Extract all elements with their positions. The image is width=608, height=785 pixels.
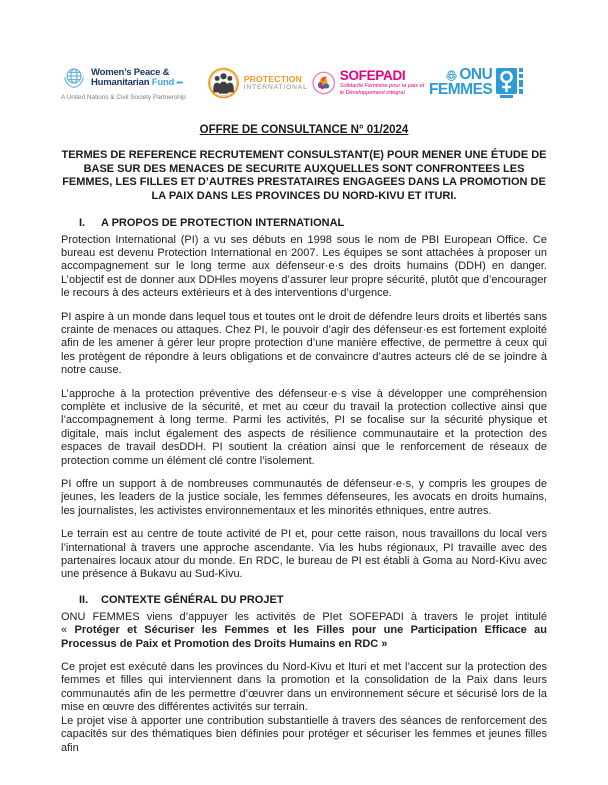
sofepadi-tagline-2: le Développement intégral: [339, 90, 405, 97]
sofepadi-emblem-icon: [312, 64, 335, 102]
paragraph: PI aspire à un monde dans lequel tous et toutes ont le droit de défendre leurs droits et libertés sans crainte de menaces ou attaques. Chez PI, le pouvoir d’agir des défenseur·es est fortement exploité afin de les amener à gérer leur propre protection d’une manière effective, de permettre à ceux qui les protègent de répondre à leurs obligations et de convaincre d’autres acteurs clé de se joindre à notre cause.: [61, 310, 547, 377]
document-title: OFFRE DE CONSULTANCE N° 01/2024: [199, 124, 409, 136]
sofepadi-name: SOFEPADI: [339, 68, 406, 84]
section-title: CONTEXTE GÉNÉRAL DU PROJET: [101, 593, 284, 606]
onu-word: ONU: [459, 66, 493, 84]
un-globe-icon: [61, 65, 87, 91]
un-women-emblem-icon: [495, 67, 525, 99]
paragraph: Le projet vise à apporter une contribution substantielle à travers des séances de renforcement des capacités sur des thématiques bien définies pour protéger et sécuriser les femmes et jeunes filles afin: [61, 714, 547, 754]
paragraph: L’approche à la protection préventive des défenseur·e·s vise à développer une compréhension complète et inclusive de la sécurité, et met au cœur du travail la protection collective ainsi que l’accompagnement à long terme. Parmi les activités, PI se focalise sur la sécurité physique et digitale, mais inclut également des aspects de résilience communautaire et la protection des espaces de travail desDDH. PI soutient la création ainsi que le renforcement de réseaux de protection comme un élément clé contre l’isolement.: [61, 387, 547, 467]
wphf-name-line2: Humanitarian Fund ▸▸▸: [91, 78, 183, 88]
section-heading-1: [61, 217, 547, 229]
paragraph: Ce projet est exécuté dans les provinces du Nord-Kivu et Ituri et met l’accent sur la protection des femmes et filles qui interviennent dans la promotion et la consolidation de la Paix dans leurs communautés afin de les permettre d’œuvrer dans un environnement sécure et sécurisé lors de la mise en œuvre des différentes activités sur terrain.: [61, 661, 547, 714]
partner-logo-band: [61, 54, 547, 112]
onu-femmes-logo: [429, 67, 547, 99]
sofepadi-logo: [312, 64, 424, 102]
section-heading-2: [61, 594, 547, 606]
fund-arrows-icon: [177, 80, 183, 86]
paragraph: Protection International (PI) a vu ses débuts en 1998 sous le nom de PBI European Office. Ce bureau est devenu Protection International en 2007. Les équipes se sont attachées à proposer un accompagnement sur le long terme aux défenseur·e·s des droits humains (DDH) en danger. L’objectif est de donner aux DDHles moyens d’assurer leur propre sécurité, plutôt que d’encourager le recours à des acteurs extérieurs et à des interventions d’urgence.: [61, 233, 547, 300]
project-title-bold: Protéger et Sécuriser les Femmes et les Filles pour une Participation Efficace au Processus de Paix et Promotion des Droits Humains en RDC: [61, 624, 547, 650]
section-number: II.: [79, 593, 89, 606]
section-title: A PROPOS DE PROTECTION INTERNATIONAL: [101, 216, 345, 229]
wphf-name-line1: Women’s Peace &: [91, 67, 170, 79]
paragraph: Le terrain est au centre de toute activité de PI et, pour cette raison, nous travaillons du local vers l’international à travers une approche ascendante. Via les hubs régionaux, PI travaille avec des partenaires locaux atour du monde. En RDC, le bureau de PI est établi à Goma au Nord-Kivu avec une présence à Bukavu au Sud-Kivu.: [61, 528, 547, 581]
section-number: I.: [79, 216, 86, 229]
paragraph: ONU FEMMES viens d’appuyer les activités de PIet SOFEPADI à travers le projet intitulé « Protéger et Sécuriser les Femmes et les Filles pour une Participation Efficace au Processus de Paix et Promotion des Droits Humains en RDC »: [61, 610, 547, 650]
paragraph: PI offre un support à de nombreuses communautés de défenseur·e·s, y compris les groupes de jeunes, les leaders de la justice sociale, les femmes défenseures, les avocats en droits humains, les journalistes, les activistes environnementaux et les minorités ethniques, entre autres.: [61, 478, 547, 517]
femmes-word: FEMMES: [428, 81, 493, 98]
sofepadi-tagline-1: Solidarité Féminine pour la paix et: [339, 83, 425, 90]
wphf-tagline: A United Nations & Civil Society Partnership: [61, 94, 186, 101]
pi-subname: INTERNATIONAL: [243, 84, 308, 92]
protection-international-emblem-icon: [208, 61, 239, 105]
document-subtitle: TERMES DE REFERENCE RECRUTEMENT CONSULSTANT(E) POUR MENER UNE ÉTUDE DE BASE SUR DES MENACES DE SECURITE AUXQUELLES SONT CONFRONTEES LES FEMMES, LES FILLES ET D’AUTRES PRESTATAIRES ENGAGEES DANS LA PROMOTION DE LA PAIX DANS LES PROVINCES DU NORD-KIVU ET ITURI.: [61, 149, 547, 202]
wphf-logo: [61, 65, 203, 101]
pi-name: PROTECTION: [243, 73, 303, 84]
protection-international-logo: [208, 61, 308, 105]
